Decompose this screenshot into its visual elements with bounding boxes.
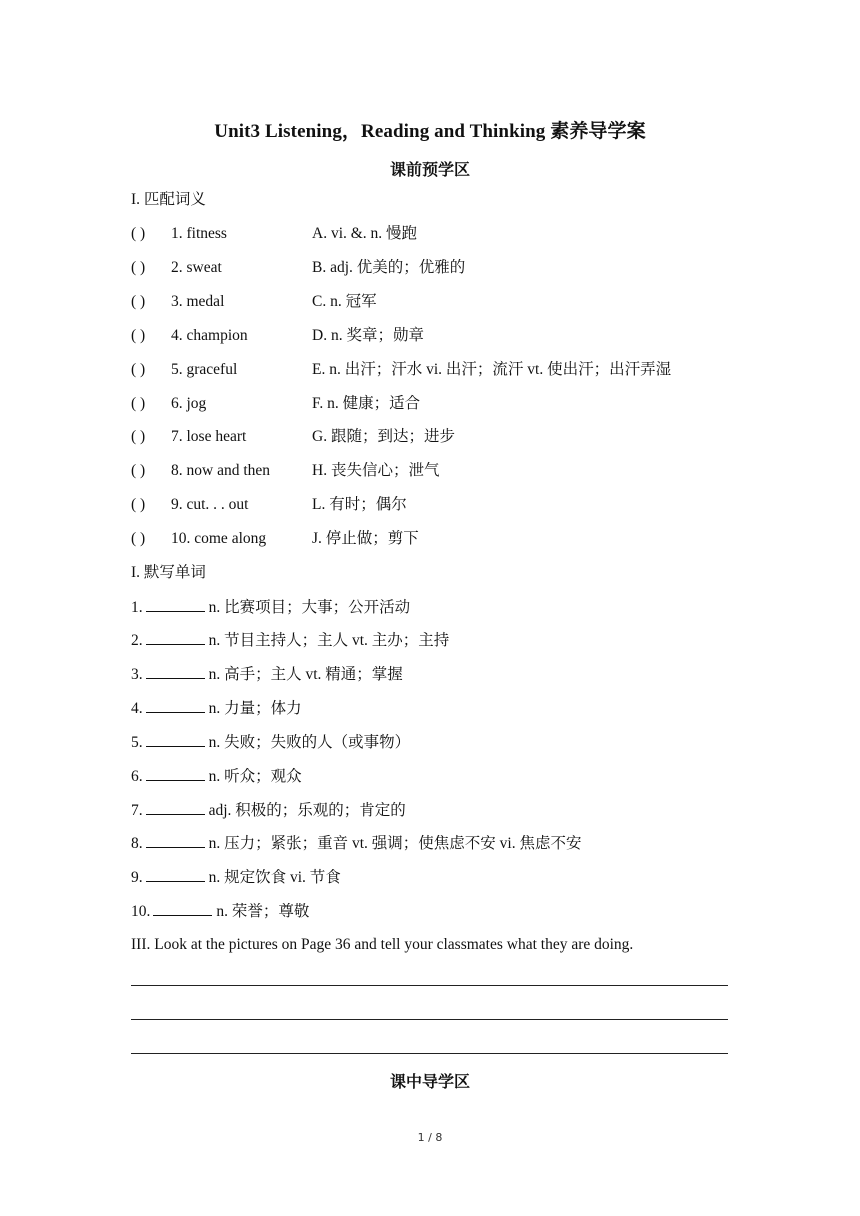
answer-parentheses[interactable]: ( ) bbox=[131, 327, 146, 344]
answer-blank[interactable] bbox=[153, 901, 212, 916]
matching-term: 2. sweat bbox=[171, 259, 222, 276]
dictation-number: 6. bbox=[131, 768, 143, 785]
answer-blank[interactable] bbox=[146, 664, 205, 679]
dictation-number: 4. bbox=[131, 700, 143, 717]
matching-term: 4. champion bbox=[171, 327, 248, 344]
matching-row bbox=[131, 461, 751, 481]
matching-row bbox=[131, 427, 751, 447]
dictation-definition: n. 高手；主人 vt. 精通；掌握 bbox=[208, 666, 403, 683]
dictation-row bbox=[131, 630, 449, 651]
dictation-row bbox=[131, 901, 309, 922]
part1-heading: I. 匹配词义 bbox=[131, 191, 206, 208]
answer-parentheses[interactable]: ( ) bbox=[131, 530, 146, 547]
answer-blank[interactable] bbox=[146, 597, 205, 612]
dictation-number: 8. bbox=[131, 835, 143, 852]
matching-definition: F. n. 健康；适合 bbox=[312, 395, 421, 412]
dictation-number: 2. bbox=[131, 632, 143, 649]
answer-parentheses[interactable]: ( ) bbox=[131, 293, 146, 310]
matching-term: 3. medal bbox=[171, 293, 225, 310]
matching-definition: A. vi. &. n. 慢跑 bbox=[312, 225, 418, 242]
dictation-definition: n. 力量；体力 bbox=[208, 700, 302, 717]
matching-definition: G. 跟随；到达；进步 bbox=[312, 428, 455, 445]
matching-row bbox=[131, 292, 751, 312]
dictation-number: 7. bbox=[131, 802, 143, 819]
matching-definition: L. 有时；偶尔 bbox=[312, 496, 407, 513]
part3-heading: III. Look at the pictures on Page 36 and tell your classmates what they are doing. bbox=[131, 936, 634, 953]
matching-row bbox=[131, 394, 751, 414]
matching-term: 1. fitness bbox=[171, 225, 227, 242]
answer-blank[interactable] bbox=[146, 630, 205, 645]
matching-term: 5. graceful bbox=[171, 361, 238, 378]
answer-parentheses[interactable]: ( ) bbox=[131, 428, 146, 445]
matching-row bbox=[131, 326, 751, 346]
matching-definition: C. n. 冠军 bbox=[312, 293, 377, 310]
matching-row bbox=[131, 495, 751, 515]
dictation-definition: n. 听众；观众 bbox=[208, 768, 302, 785]
answer-blank[interactable] bbox=[146, 766, 205, 781]
page-title: Unit3 Listening，Reading and Thinking 素养导学案 bbox=[214, 121, 646, 142]
matching-definition: B. adj. 优美的；优雅的 bbox=[312, 259, 466, 276]
answer-parentheses[interactable]: ( ) bbox=[131, 361, 146, 378]
dictation-definition: n. 节目主持人；主人 vt. 主办；主持 bbox=[208, 632, 450, 649]
page-number: 1 / 8 bbox=[417, 1131, 443, 1144]
dictation-row bbox=[131, 732, 410, 753]
answer-blank[interactable] bbox=[146, 867, 205, 882]
answer-parentheses[interactable]: ( ) bbox=[131, 395, 146, 412]
dictation-number: 10. bbox=[131, 903, 151, 920]
answer-blank[interactable] bbox=[146, 833, 205, 848]
answer-parentheses[interactable]: ( ) bbox=[131, 225, 146, 242]
dictation-row bbox=[131, 867, 341, 888]
dictation-number: 3. bbox=[131, 666, 143, 683]
matching-term: 8. now and then bbox=[171, 462, 271, 479]
dictation-definition: n. 比赛项目；大事；公开活动 bbox=[208, 599, 411, 616]
matching-term: 10. come along bbox=[171, 530, 267, 547]
answer-parentheses[interactable]: ( ) bbox=[131, 496, 146, 513]
section-heading-pre-class: 课前预学区 bbox=[389, 162, 470, 179]
matching-definition: H. 丧失信心；泄气 bbox=[312, 462, 440, 479]
matching-term: 6. jog bbox=[171, 395, 207, 412]
matching-row bbox=[131, 258, 751, 278]
dictation-definition: n. 压力；紧张；重音 vt. 强调；使焦虑不安 vi. 焦虑不安 bbox=[208, 835, 582, 852]
dictation-number: 1. bbox=[131, 599, 143, 616]
answer-blank[interactable] bbox=[146, 698, 205, 713]
matching-definition: D. n. 奖章；勋章 bbox=[312, 327, 424, 344]
dictation-row bbox=[131, 698, 302, 719]
matching-term: 9. cut. . . out bbox=[171, 496, 249, 513]
section-heading-in-class: 课中导学区 bbox=[389, 1074, 470, 1091]
dictation-number: 9. bbox=[131, 869, 143, 886]
dictation-definition: n. 荣誉；尊敬 bbox=[216, 903, 310, 920]
matching-term: 7. lose heart bbox=[171, 428, 247, 445]
dictation-definition: adj. 积极的；乐观的；肯定的 bbox=[208, 802, 406, 819]
dictation-row bbox=[131, 833, 582, 854]
answer-line[interactable] bbox=[131, 1053, 728, 1054]
matching-definition: J. 停止做；剪下 bbox=[312, 530, 419, 547]
answer-line[interactable] bbox=[131, 1019, 728, 1020]
answer-parentheses[interactable]: ( ) bbox=[131, 259, 146, 276]
matching-row bbox=[131, 360, 751, 380]
dictation-number: 5. bbox=[131, 734, 143, 751]
dictation-row bbox=[131, 800, 406, 821]
dictation-row bbox=[131, 664, 403, 685]
answer-line[interactable] bbox=[131, 985, 728, 986]
answer-parentheses[interactable]: ( ) bbox=[131, 462, 146, 479]
matching-definition: E. n. 出汗；汗水 vi. 出汗；流汗 vt. 使出汗；出汗弄湿 bbox=[312, 361, 672, 378]
matching-row bbox=[131, 224, 751, 244]
matching-row bbox=[131, 529, 751, 549]
dictation-row bbox=[131, 766, 302, 787]
answer-blank[interactable] bbox=[146, 732, 205, 747]
dictation-row bbox=[131, 597, 410, 618]
answer-blank[interactable] bbox=[146, 800, 205, 815]
dictation-definition: n. 失败；失败的人（或事物） bbox=[208, 734, 411, 751]
part2-heading: I. 默写单词 bbox=[131, 564, 206, 581]
dictation-definition: n. 规定饮食 vi. 节食 bbox=[208, 869, 341, 886]
